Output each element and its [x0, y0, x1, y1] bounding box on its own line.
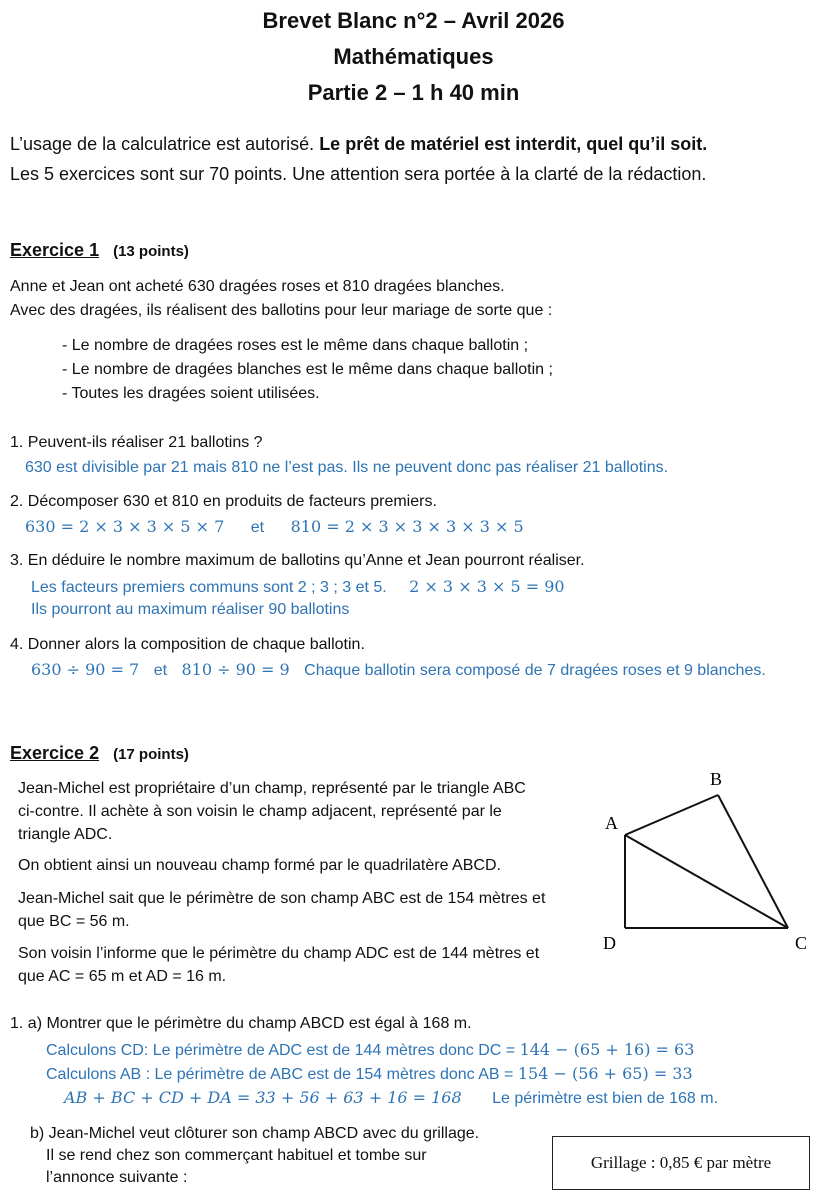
label-b: B	[710, 769, 723, 789]
ex2-p3b: que BC = 56 m.	[18, 913, 130, 930]
ex2-p4a: Son voisin l’informe que le périmètre du champ ADC est de 144 mètres et	[18, 945, 540, 962]
ex2-p2: On obtient ainsi un nouveau champ formé par le quadrilatère ABCD.	[18, 857, 501, 874]
ex1-a4-630: 630 ÷ 90 = 7	[31, 660, 140, 679]
ex2-a1c-math: AB + BC + CD + DA = 33 + 56 + 63 + 16 = 168	[64, 1088, 462, 1107]
label-c: C	[795, 933, 808, 953]
ex1-q1: 1. Peuvent-ils réaliser 21 ballotins ?	[10, 434, 263, 451]
doc-subject: Mathématiques	[333, 44, 494, 69]
ex1-a2-810: 810 = 2 × 3 × 3 × 3 × 3 × 5	[290, 517, 524, 536]
ex2-p1c: triangle ADC.	[18, 826, 113, 843]
ex2-p1a: Jean-Michel est propriétaire d’un champ, représenté par le triangle ABC	[18, 780, 526, 797]
intro-rule: Le prêt de matériel est interdit, quel qu’il soit.	[319, 134, 708, 154]
ex1-a3-text: Les facteurs premiers communs sont 2 ; 3 ; 3 et 5.	[31, 579, 387, 596]
ex1-a2	[25, 517, 524, 537]
segment-ab	[625, 795, 718, 835]
ex1-bullet-3: - Toutes les dragées soient utilisées.	[62, 385, 320, 402]
ex2-a1b	[46, 1064, 693, 1084]
ex2-p4b: que AC = 65 m et AD = 16 m.	[18, 968, 227, 985]
ex1-bullet-2: - Le nombre de dragées blanches est le même dans chaque ballotin ;	[62, 361, 553, 378]
ex2-p1b: ci-contre. Il achète à son voisin le champ adjacent, représenté par le	[18, 803, 502, 820]
ex2-heading	[10, 743, 189, 764]
ex1-heading	[10, 240, 189, 261]
ex1-title: Exercice 1	[10, 240, 100, 260]
intro-line-1	[10, 134, 707, 155]
ex2-q1b-line3: l’annonce suivante :	[46, 1169, 188, 1186]
ex1-a4	[31, 660, 766, 680]
ex2-q1a: 1. a) Montrer que le périmètre du champ ABCD est égal à 168 m.	[10, 1015, 472, 1032]
ex2-a1b-math: 154 − (56 + 65) = 33	[517, 1064, 693, 1083]
ex2-p3a: Jean-Michel sait que le périmètre de son champ ABC est de 154 mètres et	[18, 890, 546, 907]
ex1-a3-line1	[31, 577, 565, 597]
ex2-q1b-line2: Il se rend chez son commerçant habituel et tombe sur	[46, 1147, 427, 1164]
fence-advert-box: Grillage : 0,85 € par mètre	[552, 1136, 810, 1190]
ex1-a4-et: et	[153, 662, 168, 679]
ex2-a1c	[64, 1088, 718, 1108]
ex1-bullet-1: - Le nombre de dragées roses est le même dans chaque ballotin ;	[62, 337, 529, 354]
ex1-a1: 630 est divisible par 21 mais 810 ne l’est pas. Ils ne peuvent donc pas réaliser 21 ballotins.	[25, 459, 669, 476]
ex1-a4-text: Chaque ballotin sera composé de 7 dragées roses et 9 blanches.	[304, 662, 766, 679]
ex1-p1: Anne et Jean ont acheté 630 dragées roses et 810 dragées blanches.	[10, 278, 505, 295]
ex1-points: (13 points)	[113, 243, 189, 260]
ex1-a2-et: et	[250, 519, 265, 536]
ex2-title: Exercice 2	[10, 743, 100, 763]
ex2-a1b-text: Calculons AB : Le périmètre de ABC est de 154 mètres donc AB =	[46, 1066, 518, 1083]
ex1-q3: 3. En déduire le nombre maximum de ballotins qu’Anne et Jean pourront réaliser.	[10, 552, 585, 569]
ex2-a1a-text: Calculons CD: Le périmètre de ADC est de 144 mètres donc DC =	[46, 1042, 520, 1059]
doc-part: Partie 2 – 1 h 40 min	[307, 80, 520, 105]
intro-calc: L’usage de la calculatrice est autorisé.	[10, 134, 320, 154]
ex1-a3-line2: Ils pourront au maximum réaliser 90 ballotins	[31, 601, 350, 618]
intro-line-2: Les 5 exercices sont sur 70 points. Une attention sera portée à la clarté de la rédaction.	[10, 164, 707, 184]
ex2-q1b-line1: b) Jean-Michel veut clôturer son champ ABCD avec du grillage.	[30, 1125, 480, 1142]
ex1-q4: 4. Donner alors la composition de chaque ballotin.	[10, 636, 365, 653]
ex2-a1a	[46, 1040, 694, 1060]
ex2-a1a-math: 144 − (65 + 16) = 63	[519, 1040, 695, 1059]
ex2-a1c-text: Le périmètre est bien de 168 m.	[492, 1090, 719, 1107]
quadrilateral-figure	[595, 765, 820, 960]
doc-title: Brevet Blanc n°2 – Avril 2026	[262, 8, 565, 33]
label-d: D	[603, 933, 616, 953]
ex1-a4-810: 810 ÷ 90 = 9	[181, 660, 290, 679]
label-a: A	[605, 813, 618, 833]
ex1-a2-630: 630 = 2 × 3 × 3 × 5 × 7	[25, 517, 225, 536]
ex1-q2: 2. Décomposer 630 et 810 en produits de facteurs premiers.	[10, 493, 437, 510]
ex1-p2: Avec des dragées, ils réalisent des ballotins pour leur mariage de sorte que :	[10, 302, 553, 319]
ex1-a3-product: 2 × 3 × 3 × 5 = 90	[409, 577, 565, 596]
ex2-points: (17 points)	[113, 746, 189, 763]
